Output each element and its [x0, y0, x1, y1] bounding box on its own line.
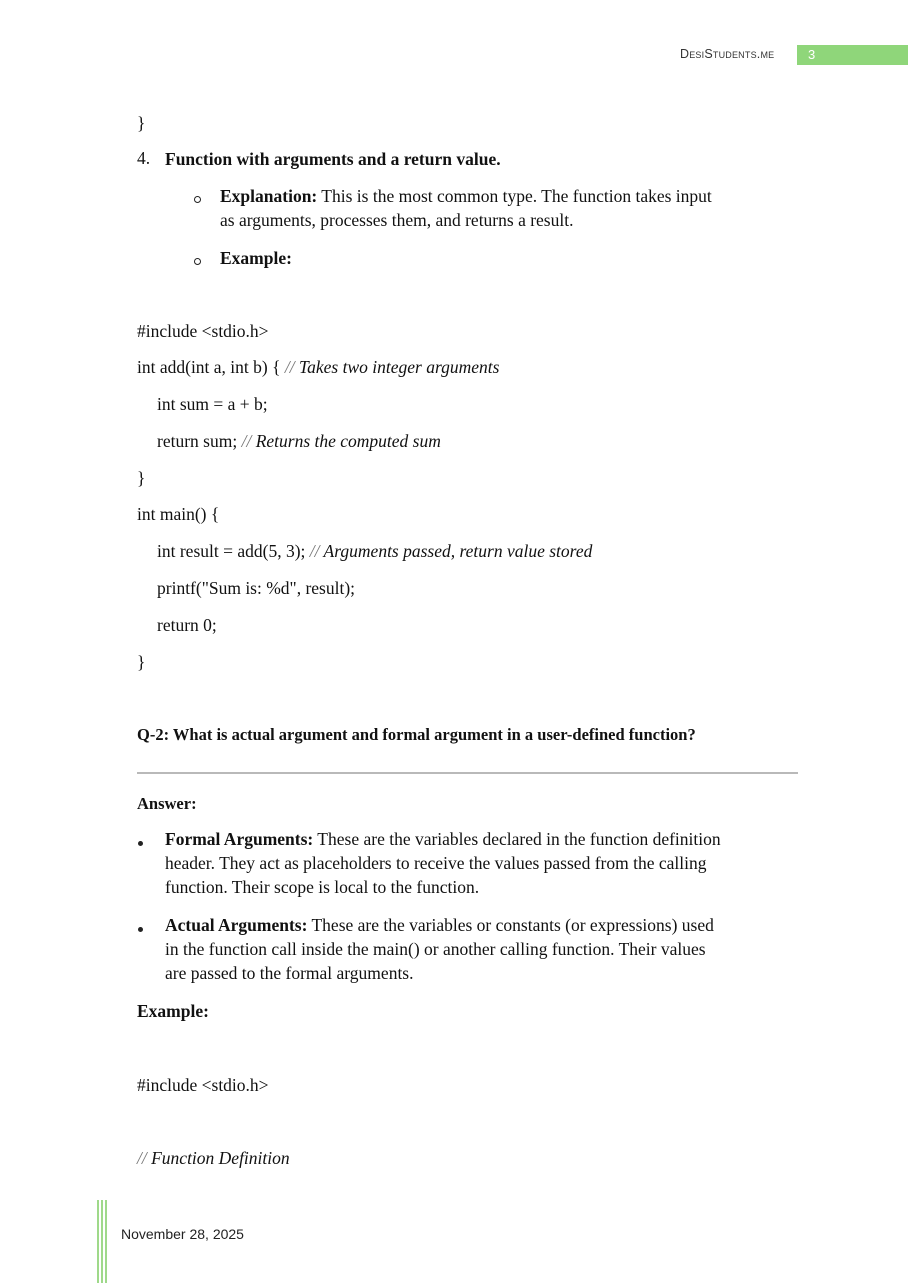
code-line: [157, 540, 592, 562]
code-text: int result = add(5, 3);: [157, 541, 310, 561]
code-line: [137, 1147, 290, 1169]
code-comment: // Returns the computed sum: [241, 431, 441, 451]
explanation-paragraph: [220, 184, 712, 232]
explanation-text: This is the most common type. The function takes input: [317, 186, 712, 206]
page-number-badge: [797, 45, 908, 65]
divider: [137, 772, 798, 774]
code-line: #include <stdio.h>: [137, 321, 269, 341]
code-line: }: [137, 652, 146, 672]
answer-label: Answer:: [137, 794, 197, 813]
section-title: Function with arguments and a return value.: [165, 149, 501, 169]
example-label: Example:: [137, 1001, 209, 1021]
formal-text-3: function. Their scope is local to the function.: [165, 877, 480, 897]
code-text: int add(int a, int b) {: [137, 357, 285, 377]
code-comment: // Takes two integer arguments: [284, 357, 500, 377]
code-line: #include <stdio.h>: [137, 1075, 269, 1095]
code-line: [137, 356, 499, 378]
question-heading: Q-2: What is actual argument and formal argument in a user-defined function?: [137, 725, 696, 744]
actual-label: Actual Arguments:: [165, 915, 308, 935]
code-line: }: [137, 468, 146, 488]
code-line: printf("Sum is: %d", result);: [157, 578, 356, 598]
code-comment: // Arguments passed, return value stored: [309, 541, 593, 561]
formal-label: Formal Arguments:: [165, 829, 314, 849]
code-line: int sum = a + b;: [157, 394, 268, 414]
code-text: return sum;: [157, 431, 242, 451]
footer-date: November 28, 2025: [121, 1226, 244, 1242]
code-comment: // Function Definition: [137, 1148, 290, 1168]
formal-text: These are the variables declared in the function definition: [313, 829, 721, 849]
code-line: return 0;: [157, 615, 217, 635]
formal-arguments-paragraph: [165, 827, 721, 899]
actual-text-3: are passed to the formal arguments.: [165, 963, 414, 983]
explanation-text-2: as arguments, processes them, and returns a result.: [220, 210, 574, 230]
bullet-icon: [138, 927, 143, 932]
site-name: DesiStudents.me: [680, 47, 775, 61]
code-line: int main() {: [137, 504, 220, 524]
actual-text: These are the variables or constants (or expressions) used: [307, 915, 714, 935]
actual-arguments-paragraph: [165, 913, 714, 985]
page-number: 3: [808, 47, 816, 62]
hollow-bullet-icon: [194, 196, 201, 203]
formal-text-2: header. They act as placeholders to receive the values passed from the calling: [165, 853, 707, 873]
footer-accent-lines: [97, 1200, 109, 1283]
closing-brace: }: [137, 113, 146, 133]
list-number: 4.: [137, 148, 151, 168]
actual-text-2: in the function call inside the main() or another calling function. Their values: [165, 939, 706, 959]
example-label: Example:: [220, 248, 292, 268]
code-line: [157, 430, 441, 452]
hollow-bullet-icon: [194, 258, 201, 265]
explanation-label: Explanation:: [220, 186, 318, 206]
bullet-icon: [138, 841, 143, 846]
